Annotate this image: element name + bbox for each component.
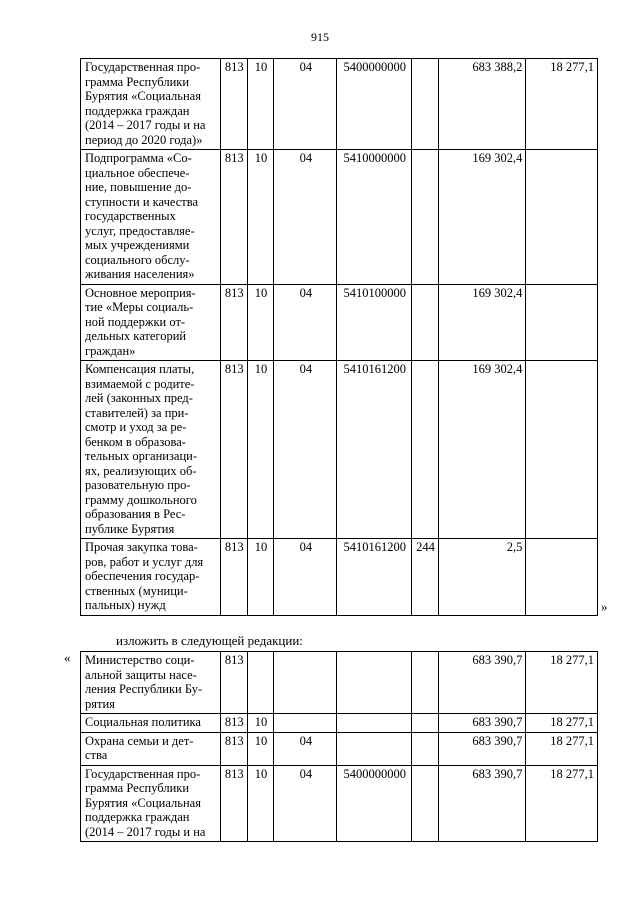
target-article-cell: 5400000000 — [337, 765, 412, 842]
amount-cell: 169 302,4 — [438, 361, 526, 539]
table-row — [81, 732, 598, 765]
subsection-code-cell: 04 — [274, 284, 337, 361]
expense-type-cell — [412, 652, 439, 714]
budget-table-new — [80, 651, 598, 842]
ministry-code-cell: 813 — [220, 59, 247, 150]
amount-cell-2: 18 277,1 — [526, 732, 598, 765]
budget-table-old — [80, 58, 598, 616]
expense-type-cell — [412, 150, 439, 285]
row-name-cell: Государственная про- грамма Республики Бурятия «Социальная поддержка граждан (2014 – 2017 годы и на период до 2020 года)» — [81, 59, 221, 150]
amount-cell-2: 18 277,1 — [526, 765, 598, 842]
ministry-code-cell: 813 — [220, 539, 247, 616]
subsection-code-cell: 04 — [274, 361, 337, 539]
page-number: 915 — [311, 30, 329, 44]
closing-quote: » — [601, 599, 608, 614]
target-article-cell — [337, 714, 412, 733]
subsection-code-cell: 04 — [274, 150, 337, 285]
opening-quote: « — [64, 650, 71, 665]
subsection-code-cell: 04 — [274, 539, 337, 616]
amount-cell: 169 302,4 — [438, 284, 526, 361]
ministry-code-cell: 813 — [220, 765, 247, 842]
subsection-code-cell: 04 — [274, 732, 337, 765]
amount-cell-2: 18 277,1 — [526, 714, 598, 733]
target-article-cell: 5410161200 — [337, 361, 412, 539]
row-name-cell: Социальная политика — [81, 714, 221, 733]
row-name-cell: Министерство соци- альной защиты насе- ления Республики Бу- рятия — [81, 652, 221, 714]
section-code-cell: 10 — [247, 361, 274, 539]
table-row — [81, 284, 598, 361]
table-row — [81, 714, 598, 733]
row-name-cell: Подпрограмма «Со- циальное обеспече- ние, повышение до- ступности и качества государственных услуг, предоставляе- мых учреждениями социального обслу- живания населения» — [81, 150, 221, 285]
section-code-cell: 10 — [247, 150, 274, 285]
amount-cell-2 — [526, 539, 598, 616]
amount-cell: 2,5 — [438, 539, 526, 616]
table-row — [81, 652, 598, 714]
expense-type-cell — [412, 714, 439, 733]
expense-type-cell — [412, 361, 439, 539]
table-row — [81, 539, 598, 616]
amount-cell: 683 388,2 — [438, 59, 526, 150]
target-article-cell — [337, 652, 412, 714]
amount-cell-2: 18 277,1 — [526, 652, 598, 714]
section-code-cell: 10 — [247, 59, 274, 150]
section-code-cell: 10 — [247, 539, 274, 616]
amount-cell-2 — [526, 361, 598, 539]
ministry-code-cell: 813 — [220, 361, 247, 539]
ministry-code-cell: 813 — [220, 714, 247, 733]
expense-type-cell — [412, 765, 439, 842]
ministry-code-cell: 813 — [220, 284, 247, 361]
table-row — [81, 361, 598, 539]
instruction-text: изложить в следующей редакции: — [116, 633, 303, 648]
target-article-cell: 5400000000 — [337, 59, 412, 150]
section-code-cell: 10 — [247, 284, 274, 361]
row-name-cell: Государственная про- грамма Республики Бурятия «Социальная поддержка граждан (2014 – 2017 годы и на — [81, 765, 221, 842]
amount-cell-2 — [526, 284, 598, 361]
subsection-code-cell — [274, 652, 337, 714]
amount-cell: 683 390,7 — [438, 765, 526, 842]
subsection-code-cell: 04 — [274, 59, 337, 150]
row-name-cell: Основное мероприя- тие «Меры социаль- ной поддержки от- дельных категорий граждан» — [81, 284, 221, 361]
target-article-cell: 5410000000 — [337, 150, 412, 285]
subsection-code-cell — [274, 714, 337, 733]
section-code-cell — [247, 652, 274, 714]
table-row — [81, 150, 598, 285]
amount-cell: 683 390,7 — [438, 714, 526, 733]
expense-type-cell: 244 — [412, 539, 439, 616]
section-code-cell: 10 — [247, 765, 274, 842]
table-row — [81, 765, 598, 842]
expense-type-cell — [412, 59, 439, 150]
section-code-cell: 10 — [247, 714, 274, 733]
ministry-code-cell: 813 — [220, 150, 247, 285]
amount-cell-2 — [526, 150, 598, 285]
subsection-code-cell: 04 — [274, 765, 337, 842]
amount-cell: 683 390,7 — [438, 652, 526, 714]
target-article-cell — [337, 732, 412, 765]
row-name-cell: Охрана семьи и дет- ства — [81, 732, 221, 765]
ministry-code-cell: 813 — [220, 732, 247, 765]
expense-type-cell — [412, 284, 439, 361]
target-article-cell: 5410161200 — [337, 539, 412, 616]
target-article-cell: 5410100000 — [337, 284, 412, 361]
amount-cell-2: 18 277,1 — [526, 59, 598, 150]
table-row — [81, 59, 598, 150]
row-name-cell: Компенсация платы, взимаемой с родите- лей (законных пред- ставителей) за при- смотр и уход за ре- бенком в образова- тельных организаци- ях, реализующих об- разовательную про- грамму дошкольного образования в Рес- публике Бурятия — [81, 361, 221, 539]
amount-cell: 683 390,7 — [438, 732, 526, 765]
expense-type-cell — [412, 732, 439, 765]
section-code-cell: 10 — [247, 732, 274, 765]
amount-cell: 169 302,4 — [438, 150, 526, 285]
row-name-cell: Прочая закупка това- ров, работ и услуг для обеспечения государ- ственных (муници- пальных) нужд — [81, 539, 221, 616]
ministry-code-cell: 813 — [220, 652, 247, 714]
